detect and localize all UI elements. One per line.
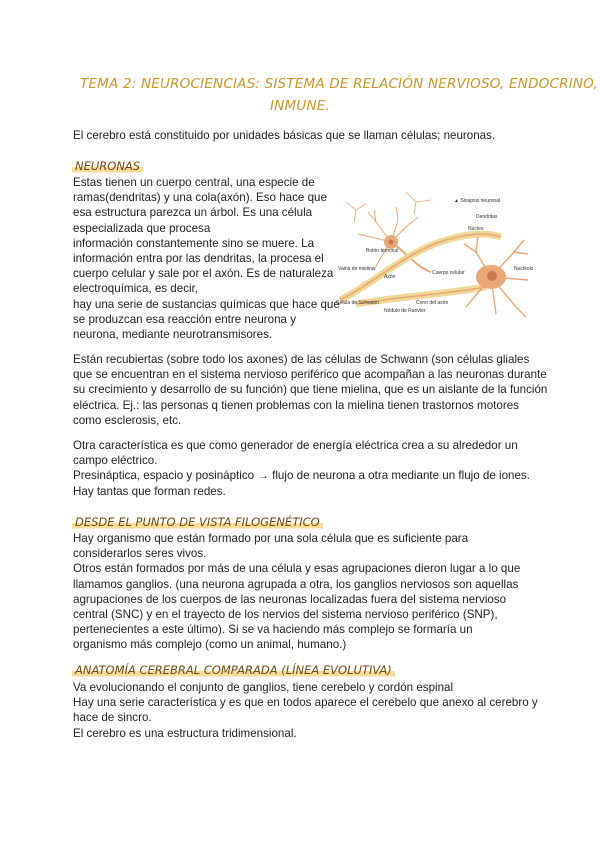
small-nucleus <box>389 240 394 245</box>
text-line: Otra característica es que como generador de energía eléctrica crea a su alrededor un <box>73 439 518 452</box>
text-line: eléctrica. Ej.: las personas q tienen problemas con la mielina tienen trastornos motores <box>73 398 519 412</box>
label-axon: Axón <box>384 274 396 280</box>
text-line: Estas tienen un cuerpo central, una especie de <box>73 176 315 189</box>
large-nucleus <box>487 271 497 281</box>
text-line: se produzcan esa reacción entre neurona y <box>73 312 296 326</box>
neuron-illustration <box>336 182 534 320</box>
anatomia-paragraph <box>73 680 538 741</box>
title-line: TEMA 2: NEUROCIENCIAS: SISTEMA DE RELACIÓN NERVIOSO, ENDOCRINO, <box>80 76 598 92</box>
text-line: esa estructura parezca un árbol. Es una célula <box>73 206 313 220</box>
text-line: Hay tantas que forman redes. <box>73 484 226 498</box>
label-boton-terminal: Botón terminal <box>366 248 399 254</box>
text-line: información constantemente sino se muere. La <box>73 236 315 250</box>
text-line: agrupaciones de los cuerpos de las neuronas localizadas fuera del sistema nervioso <box>73 592 507 606</box>
text-line: como esclerosis, etc. <box>73 413 182 427</box>
schwann-paragraph <box>73 352 547 428</box>
intro-paragraph: El cerebro está constituido por unidades básicas que se llaman células; neuronas. <box>73 129 496 142</box>
text-line: hay una serie de sustancias químicas que hace que <box>73 297 340 311</box>
text-line: electroquímica, es decir, <box>73 282 199 296</box>
heading-anatomia: ANATOMÍA CEREBRAL COMPARADA (LÍNEA EVOLUTIVA) <box>72 662 395 678</box>
heading-filogenetico: DESDE EL PUNTO DE VISTA FILOGENÉTICO <box>72 514 323 530</box>
text-line: campo eléctrico. <box>73 454 158 468</box>
text-line: Están recubiertas (sobre todo los axones) de las células de Schwann (son células gliales <box>73 353 530 366</box>
text-line: ramas(dendritas) y una cola(axón). Eso hace que <box>73 191 327 205</box>
text-line: su crecimiento y desarrollo de su función) que tiene mielina, que es un aislante de la función <box>73 383 548 397</box>
title-line: INMUNE. <box>270 98 330 114</box>
label-celula-schwann: Célula de Schwann <box>336 300 380 306</box>
label-nodulo-ranvier: Nódulo de Ranvier <box>384 308 426 314</box>
text-line: organismo más complejo (como un animal, humano.) <box>73 638 347 652</box>
document-title <box>80 73 598 117</box>
text-line: Otros están formados por más de una célula y esas agrupaciones dieron lugar a lo que <box>73 562 521 576</box>
text-line: neurona, mediante neurotransmisores. <box>73 328 273 342</box>
text-line: Presináptica, espacio y posináptico → flujo de neurona a otra mediante un flujo de iones. <box>73 469 530 483</box>
text-line: El cerebro es una estructura tridimensional. <box>73 726 297 740</box>
text-line: especializada que procesa <box>73 221 211 235</box>
text-line: hace de sincro. <box>73 711 152 725</box>
heading-neuronas: NEURONAS <box>72 158 143 174</box>
label-vaina-mielina: Vaina de mielina <box>338 266 375 272</box>
text-line: llamamos ganglios. (una neurona agrupada a otra, los ganglios nerviosos son aquellas <box>73 577 519 591</box>
campo-electrico-paragraph <box>73 438 530 499</box>
label-cuerpo-celular: Cuerpo celular <box>432 270 465 276</box>
label-dendritas: Dendritas <box>476 214 498 220</box>
top-branches <box>346 192 431 222</box>
label-sinapsis: ▲ Sinapsis neuronal <box>454 198 501 204</box>
text-line: Hay organismo que están formado por una sola célula que es suficiente para <box>73 532 469 545</box>
text-line: central (SNC) y en el trayecto de los nervios del sistema nervioso periférico (SNP), <box>73 608 498 622</box>
text-line: considerarlos seres vivos. <box>73 547 207 561</box>
neuronas-paragraph <box>73 175 340 342</box>
filogenetico-paragraph <box>73 531 520 653</box>
text-line: Va evolucionando el conjunto de ganglios, tiene cerebelo y cordón espinal <box>73 681 454 694</box>
text-line: cuerpo celular y sale por el axón. Es de naturaleza <box>73 267 334 281</box>
text-line: información entra por las dendritas, la procesa el <box>73 252 324 266</box>
label-nucleolo: Nucléolo <box>514 266 534 272</box>
text-line: que se encuentran en el sistema nervioso periférico que acompañan a las neuronas durante <box>73 368 547 382</box>
text-line: Hay una serie característica y es que en todos aparece el cerebelo que anexo al cerebro y <box>73 696 538 710</box>
label-cono-axon: Cono del axón <box>416 300 449 306</box>
text-line: pertenecientes a este último). Si se va haciendo más complejo se formaría un <box>73 623 473 637</box>
label-nucleo: Núcleo <box>468 226 484 232</box>
